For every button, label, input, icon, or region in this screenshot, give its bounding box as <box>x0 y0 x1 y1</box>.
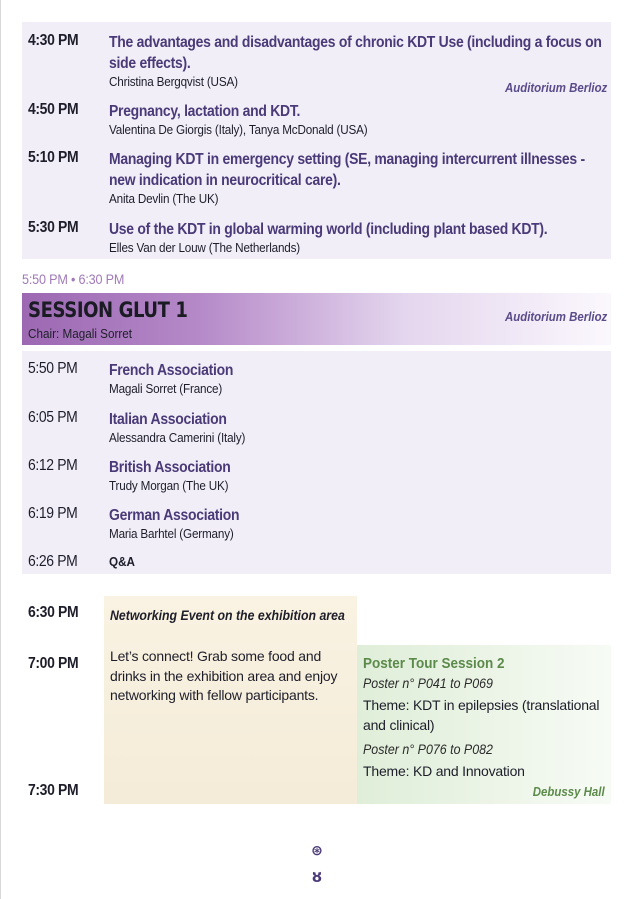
talk-time: 6:12 PM <box>28 457 78 474</box>
talk-title: The advantages and disadvantages of chronic KDT Use (including a focus on side effects). <box>109 34 602 72</box>
talk-speaker: Trudy Morgan (The UK) <box>109 478 229 493</box>
poster-theme: Theme: KD and Innovation <box>363 763 525 779</box>
session-header <box>22 293 611 345</box>
poster-tour-title: Poster Tour Session 2 <box>363 655 505 672</box>
talk-time: 5:50 PM <box>28 360 78 377</box>
qa-label: Q&A <box>109 554 136 569</box>
talk-title: Managing KDT in emergency setting (SE, managing intercurrent illnesses - new indication in neurocritical care). <box>109 151 585 189</box>
talk-time: 4:50 PM <box>28 101 79 118</box>
talk-time: 5:10 PM <box>28 149 79 166</box>
talk-speaker: Valentina De Giorgis (Italy), Tanya McDonald (USA) <box>109 122 368 137</box>
poster-range: Poster n° P041 to P069 <box>363 676 493 691</box>
session-title: SESSION GLUT 1 <box>28 298 188 322</box>
talks-block-top <box>22 22 611 259</box>
talk-speaker: Christina Bergqvist (USA) <box>109 74 238 89</box>
talk-time: 4:30 PM <box>28 32 79 49</box>
talk-speaker: Magali Sorret (France) <box>109 381 223 396</box>
talk-speaker: Elles Van der Louw (The Netherlands) <box>109 240 301 255</box>
talk-time: 6:26 PM <box>28 553 78 570</box>
page-border <box>0 0 1 899</box>
talk-title: Use of the KDT in global warming world (including plant based KDT). <box>109 221 548 238</box>
session-chair: Chair: Magali Sorret <box>28 326 133 341</box>
talk-title: German Association <box>109 507 240 524</box>
talk-title: French Association <box>109 362 234 379</box>
talk-time: 6:19 PM <box>28 505 78 522</box>
poster-tour-box <box>357 645 611 804</box>
networking-description: Let’s connect! Grab some food and drinks in the exhibition area and enjoy networking with fellow participants. <box>110 648 338 703</box>
room-label: Debussy Hall <box>533 784 605 799</box>
poster-range: Poster n° P076 to P082 <box>363 742 493 757</box>
evening-time: 6:30 PM <box>28 604 79 621</box>
figure-icon: ȣ <box>312 868 322 886</box>
networking-event-box <box>104 596 357 804</box>
talk-time: 5:30 PM <box>28 219 79 236</box>
poster-theme: Theme: KDT in epilepsies (translational and clinical) <box>363 697 600 733</box>
talk-speaker: Maria Barhtel (Germany) <box>109 526 234 541</box>
talk-title: Italian Association <box>109 411 227 428</box>
talk-speaker: Alessandra Camerini (Italy) <box>109 430 246 445</box>
talk-speaker: Anita Devlin (The UK) <box>109 191 219 206</box>
evening-time: 7:30 PM <box>28 782 79 799</box>
flower-icon: ⊛ <box>311 843 323 859</box>
networking-title: Networking Event on the exhibition area <box>110 607 345 623</box>
talk-title: Pregnancy, lactation and KDT. <box>109 103 301 120</box>
talk-time: 6:05 PM <box>28 409 78 426</box>
evening-time: 7:00 PM <box>28 655 79 672</box>
room-label: Auditorium Berlioz <box>504 80 607 95</box>
room-label: Auditorium Berlioz <box>504 309 607 324</box>
talks-block-session <box>22 351 611 574</box>
talk-title: British Association <box>109 459 231 476</box>
session-time-slot: 5:50 PM • 6:30 PM <box>22 271 125 287</box>
